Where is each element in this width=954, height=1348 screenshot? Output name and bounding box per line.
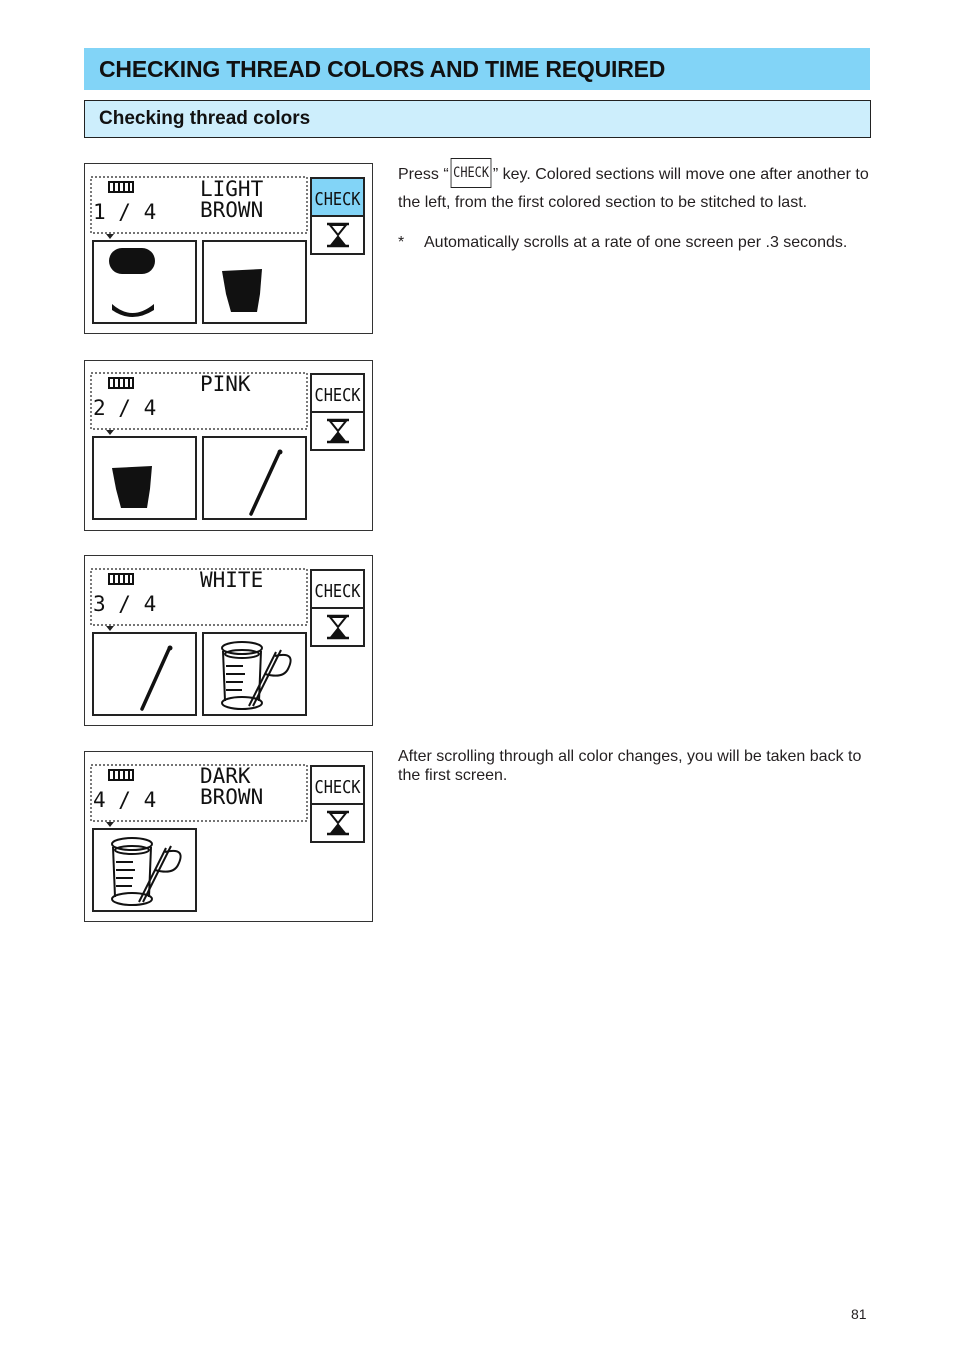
lcd-screen-4	[84, 751, 373, 922]
after-scroll-note: After scrolling through all color changes, you will be taken back to the first screen.	[398, 748, 862, 784]
stitch-count-icon	[109, 182, 133, 192]
lcd-screen-2	[84, 360, 373, 531]
section-title: CHECKING THREAD COLORS AND TIME REQUIRED	[99, 56, 666, 82]
check-key[interactable]	[311, 766, 364, 804]
color-name-line1: LIGHT	[200, 177, 264, 201]
time-key[interactable]	[311, 608, 364, 646]
press-check-instruction: Press “ CHECK ” key. Colored sections will move one after another to the left, from the first colored section to be stitched to last.	[398, 161, 878, 217]
color-counter: 2 / 4	[93, 396, 157, 420]
color-name-line2: BROWN	[200, 785, 264, 809]
check-key[interactable]	[311, 178, 364, 216]
color-counter: 3 / 4	[93, 592, 157, 616]
time-key[interactable]	[311, 412, 364, 450]
color-counter: 1 / 4	[93, 200, 157, 224]
color-name-line2: BROWN	[200, 198, 264, 222]
color-name-line1: WHITE	[200, 568, 264, 592]
svg-text:CHECK: CHECK	[314, 777, 361, 798]
time-key[interactable]	[311, 216, 364, 254]
check-key[interactable]	[311, 374, 364, 412]
color-name-line1: PINK	[200, 372, 251, 396]
subsection-title-bar	[84, 100, 871, 138]
check-key-inline: CHECK	[450, 158, 491, 188]
check-key[interactable]	[311, 570, 364, 608]
svg-text:CHECK: CHECK	[314, 189, 361, 210]
section-title-bar	[84, 48, 870, 90]
stitch-count-icon	[109, 378, 133, 388]
lcd-screen-3	[84, 555, 373, 726]
subsection-title: Checking thread colors	[99, 108, 311, 129]
stitch-count-icon	[109, 770, 133, 780]
stitch-count-icon	[109, 574, 133, 584]
page-number: 81	[851, 1306, 867, 1322]
scroll-rate-note: * Automatically scrolls at a rate of one screen per .3 seconds.	[398, 234, 848, 251]
svg-text:CHECK: CHECK	[314, 581, 361, 602]
lcd-screen-1	[84, 163, 373, 334]
svg-text:CHECK: CHECK	[314, 385, 361, 406]
time-key[interactable]	[311, 804, 364, 842]
color-name-line1: DARK	[200, 764, 251, 788]
color-counter: 4 / 4	[93, 788, 157, 812]
